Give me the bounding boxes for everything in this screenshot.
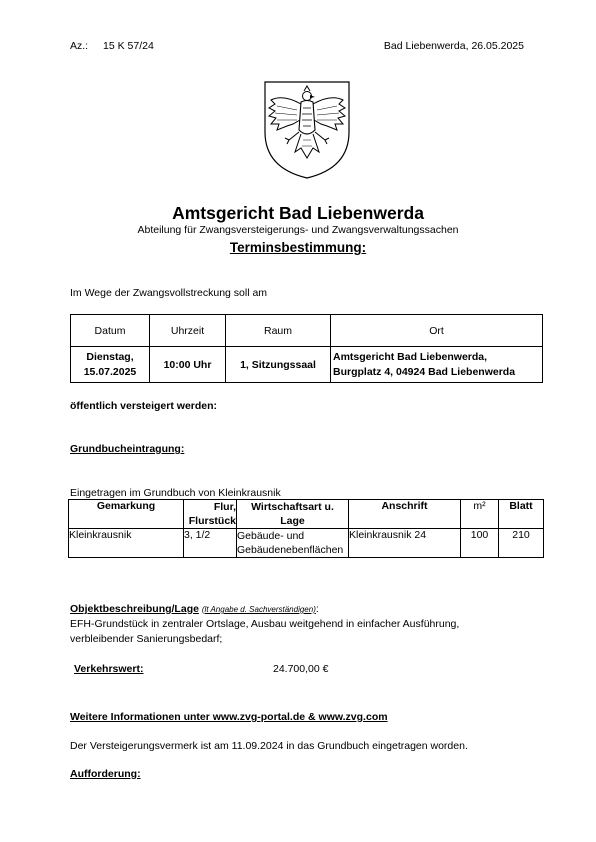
vermerk-text: Der Versteigerungsvermerk ist am 11.09.2024 in das Grundbuch eingetragen worden.: [70, 740, 468, 752]
aufforderung-heading: Aufforderung:: [70, 768, 141, 780]
objekt-note: (lt Angabe d. Sachverständigen): [201, 605, 316, 614]
row-flur: 3, 1/2: [184, 529, 237, 558]
raum-cell: 1, Sitzungssaal: [226, 347, 331, 383]
header-wirtschaftsart-line-2: Lage: [280, 515, 305, 527]
datum-date: 15.07.2025: [83, 365, 137, 378]
header-blatt: Blatt: [499, 500, 544, 529]
row-wirtschaftsart-line-1: Gebäude- und: [237, 530, 305, 542]
ort-line-1: Amtsgericht Bad Liebenwerda,: [333, 350, 488, 363]
objekt-heading: Objektbeschreibung/Lage: [70, 603, 199, 615]
header-gemarkung: Gemarkung: [69, 500, 184, 529]
header-anschrift: Anschrift: [349, 500, 461, 529]
uhrzeit-cell: 10:00 Uhr: [150, 347, 226, 383]
page-title: Terminsbestimmung:: [229, 240, 367, 255]
datum-cell: [71, 347, 150, 383]
objekt-heading-line: [70, 603, 319, 615]
header-flur-line-1: Flur,: [213, 501, 236, 513]
header-uhrzeit: Uhrzeit: [150, 315, 226, 347]
grundbuch-heading: Grundbucheintragung:: [70, 443, 185, 455]
az-value: 15 K 57/24: [103, 40, 154, 52]
coat-of-arms-eagle-icon: [263, 80, 351, 180]
grundbuch-table: [68, 499, 544, 558]
row-wirtschaftsart: [237, 529, 349, 558]
header-raum: Raum: [226, 315, 331, 347]
court-title: Amtsgericht Bad Liebenwerda: [172, 203, 424, 223]
az-label: Az.:: [70, 40, 89, 52]
header-m2: m²: [461, 500, 499, 529]
header-wirtschaftsart-line-1: Wirtschaftsart u.: [251, 501, 334, 513]
row-wirtschaftsart-line-2: Gebäudenebenflächen: [237, 544, 344, 556]
objekt-text-1: EFH-Grundstück in zentraler Ortslage, Ausbau weitgehend in einfacher Ausführung,: [70, 618, 460, 630]
intro-text: Im Wege der Zwangsvollstreckung soll am: [70, 287, 268, 299]
verkehrswert-label: Verkehrswert:: [74, 663, 144, 675]
eingetragen-text: Eingetragen im Grundbuch von Kleinkrausnik: [70, 487, 281, 499]
objekt-text-2: verbleibender Sanierungsbedarf;: [70, 633, 223, 645]
row-blatt: 210: [499, 529, 544, 558]
datum-weekday: Dienstag,: [86, 350, 134, 363]
header-wirtschaftsart: [237, 500, 349, 529]
ort-cell: [331, 347, 543, 383]
header-flur: [184, 500, 237, 529]
termin-table: [70, 314, 543, 383]
header-datum: Datum: [71, 315, 150, 347]
court-subtitle: Abteilung für Zwangsversteigerungs- und Zwangsverwaltungssachen: [137, 224, 459, 236]
place-date: Bad Liebenwerda, 26.05.2025: [383, 40, 524, 52]
verkehrswert-value: 24.700,00 €: [273, 663, 329, 675]
header-ort: Ort: [331, 315, 543, 347]
objekt-colon: :: [315, 603, 319, 615]
ort-line-2: Burgplatz 4, 04924 Bad Liebenwerda: [333, 365, 516, 378]
row-gemarkung: Kleinkrausnik: [69, 529, 184, 558]
header-flur-line-2: Flurstück: [188, 515, 236, 527]
versteigert-text: öffentlich versteigert werden:: [70, 400, 218, 412]
row-anschrift: Kleinkrausnik 24: [349, 529, 461, 558]
row-m2: 100: [461, 529, 499, 558]
weitere-info: Weitere Informationen unter www.zvg-portal.de & www.zvg.com: [70, 711, 388, 723]
